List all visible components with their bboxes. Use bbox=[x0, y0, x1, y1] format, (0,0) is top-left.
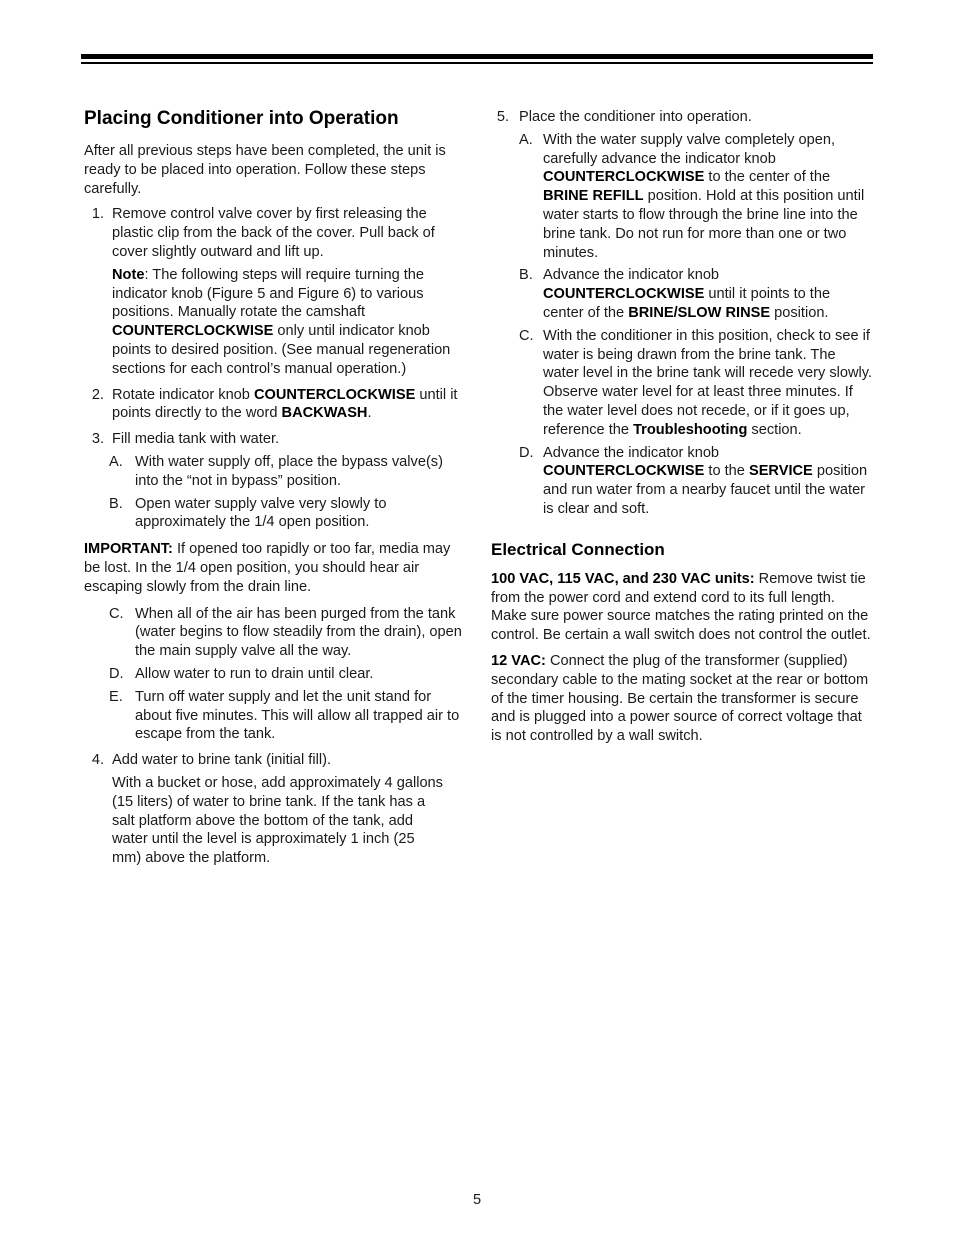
step-3e bbox=[84, 688, 464, 744]
substep-text: Turn off water supply and let the unit stand for about five minutes. This will allow all trapped air to escape from the tank. bbox=[135, 688, 460, 743]
step-2: 2. Rotate indicator knob COUNTERCLOCKWISE until it points directly to the word BACKWASH. bbox=[84, 386, 464, 424]
step-5d: D. Advance the indicator knob COUNTERCLOCKWISE to the SERVICE position and run water from a nearby faucet until the water is clear and soft. bbox=[519, 444, 868, 517]
step-3c bbox=[84, 605, 464, 661]
step-3b bbox=[84, 495, 464, 533]
electrical-connection-heading: Electrical Connection bbox=[491, 539, 665, 559]
electrical-paragraph-12vac: 12 VAC: Connect the plug of the transformer (supplied) secondary cable to the mating socket at the rear or bottom of the timer housing. Be certain the transformer is secure and is plugged into a power source of correct voltage that is not controlled by a wall switch. bbox=[491, 652, 869, 745]
step-3d bbox=[84, 665, 464, 684]
step-text: Fill media tank with water. bbox=[112, 431, 280, 448]
substep-text: With water supply off, place the bypass valve(s) into the “not in bypass” position. bbox=[135, 453, 443, 489]
substep-text: When all of the air has been purged from the tank (water begins to flow steadily from the drain), open the main supply valve all the way. bbox=[135, 605, 462, 660]
left-column bbox=[84, 105, 464, 875]
step-number: 5. bbox=[496, 109, 509, 125]
step-5b: B. Advance the indicator knob COUNTERCLOCKWISE until it points to the center of the BRINE/SLOW RINSE position. bbox=[519, 267, 831, 321]
substep-letter: A. bbox=[519, 131, 533, 148]
step-5a: A. With the water supply valve completely open, carefully advance the indicator knob COUNTERCLOCKWISE to the center of the BRINE REFILL position. Hold at this position until water starts to flow through the brine line into the brine tank. Do not run for more than one or two minutes. bbox=[519, 131, 865, 261]
step-number: 2. bbox=[91, 386, 104, 403]
substep-letter: E. bbox=[109, 688, 123, 705]
step-5 bbox=[491, 108, 873, 127]
page-number: 5 bbox=[472, 1192, 482, 1208]
substep-text: Allow water to run to drain until clear. bbox=[135, 665, 374, 682]
step-number: 1. bbox=[91, 206, 104, 223]
substep-letter: D. bbox=[109, 665, 124, 682]
step-number: 4. bbox=[91, 752, 104, 769]
header-rule-thick bbox=[81, 54, 873, 59]
header-rule-thin bbox=[81, 62, 873, 64]
note-paragraph: Note: The following steps will require turning the indicator knob (Figure 5 and Figure 6) to various positions. Manually rotate the camshaft COUNTERCLOCKWISE only until indicator knob points to desired position. (See manual regeneration sections for each control’s manual operation.) bbox=[112, 266, 451, 377]
right-column bbox=[491, 108, 873, 753]
substep-text: Open water supply valve very slowly to approximately the 1/4 open position. bbox=[135, 495, 387, 531]
step-1 bbox=[84, 205, 464, 261]
step-3 bbox=[84, 430, 464, 449]
step-text: Place the conditioner into operation. bbox=[519, 109, 752, 125]
step-3a bbox=[84, 453, 464, 491]
step-4-paragraph: With a bucket or hose, add approximately 4 gallons (15 liters) of water to brine tank. If the tank has a salt platform above the bottom of the tank, add water until the level is approximately 1 inch (25 mm) above the platform. bbox=[112, 774, 443, 867]
intro-paragraph: After all previous steps have been completed, the unit is ready to be placed into operation. Follow these steps carefully. bbox=[84, 143, 446, 197]
step-text: Remove control valve cover by first releasing the plastic clip from the back of the cover. Pull back of cover slightly outward and lift up. bbox=[112, 206, 435, 260]
important-paragraph: IMPORTANT: If opened too rapidly or too far, media may be lost. In the 1/4 open position, you should hear air escaping slowly from the drain line. bbox=[84, 541, 451, 595]
step-4 bbox=[84, 751, 464, 770]
substep-letter: C. bbox=[109, 605, 124, 622]
substep-letter: B. bbox=[109, 495, 123, 512]
substep-letter: C. bbox=[519, 327, 534, 344]
substep-letter: B. bbox=[519, 267, 533, 284]
section-title: Placing Conditioner into Operation bbox=[84, 108, 399, 129]
step-text: Add water to brine tank (initial fill). bbox=[112, 752, 331, 769]
electrical-paragraph-ac: 100 VAC, 115 VAC, and 230 VAC units: Remove twist tie from the power cord and extend cord to its full length. Make sure power source matches the rating printed on the control. Be certain a wall switch does not control the outlet. bbox=[491, 570, 871, 644]
substep-letter: A. bbox=[109, 453, 123, 470]
step-number: 3. bbox=[91, 431, 104, 448]
step-5c: C. With the conditioner in this position, check to see if water is being drawn from the brine tank. The water level in the brine tank will recede very slowly. Observe water level for at least three minutes. If the water level does not recede, or if it goes up, reference the Troubleshooting section. bbox=[519, 327, 873, 438]
substep-letter: D. bbox=[519, 444, 534, 461]
